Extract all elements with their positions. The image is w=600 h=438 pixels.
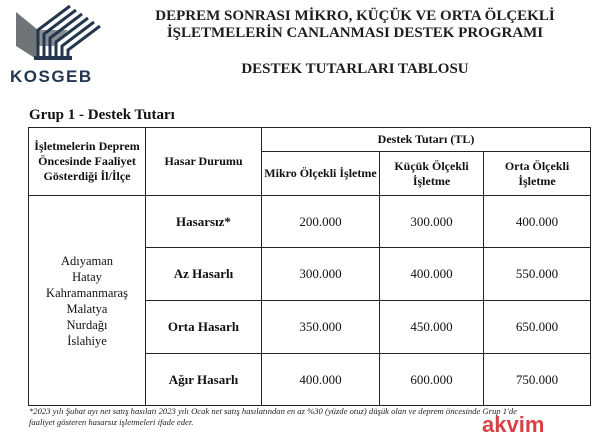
header-damage-status: Hasar Durumu	[146, 128, 262, 196]
city-name: Malatya	[66, 301, 108, 316]
damage-status: Hasarsız*	[146, 196, 262, 248]
amount-micro: 350.000	[262, 301, 380, 354]
support-amount-table	[28, 127, 591, 406]
footnote: *2023 yılı Şubat ayı net satış hasılatı 2023 yılı Ocak net satış hasılatından en az %30 (yüzde otuz) düşük olan ve deprem öncesinde Grup 1'de faaliyet gösteren hasarsız işletmeleri ifade eder.	[29, 406, 517, 427]
amount-medium: 750.000	[484, 354, 591, 406]
amount-micro: 400.000	[262, 354, 380, 406]
amount-medium: 650.000	[484, 301, 591, 354]
amount-medium: 550.000	[484, 248, 591, 301]
table-row	[29, 196, 591, 248]
header-region: İşletmelerin Deprem Öncesinde Faaliyet Gösterdiği İl/İlçe	[29, 128, 146, 196]
city-name: İslahiye	[67, 333, 107, 348]
amount-small: 300.000	[380, 196, 484, 248]
amount-small: 450.000	[380, 301, 484, 354]
amount-micro: 300.000	[262, 248, 380, 301]
page-title-line-1: DEPREM SONRASI MİKRO, KÜÇÜK VE ORTA ÖLÇEKLİ	[155, 8, 555, 24]
logo-wordmark: KOSGEB	[10, 67, 93, 86]
damage-status: Orta Hasarlı	[146, 301, 262, 354]
amount-medium: 400.000	[484, 196, 591, 248]
page-subtitle: DESTEK TUTARLARI TABLOSU	[241, 61, 469, 77]
page-title-line-2: İŞLETMELERİN CANLANMASI DESTEK PROGRAMI	[166, 25, 544, 41]
city-name: Kahramanmaraş	[46, 285, 128, 300]
damage-status: Az Hasarlı	[146, 248, 262, 301]
amount-small: 600.000	[380, 354, 484, 406]
header-micro: Mikro Ölçekli İşletme	[262, 152, 380, 196]
amount-small: 400.000	[380, 248, 484, 301]
watermark-logo: akvim	[482, 412, 545, 437]
header-small: Küçük Ölçekli İşletme	[380, 152, 484, 196]
group-title: Grup 1 - Destek Tutarı	[29, 107, 175, 123]
city-name: Hatay	[72, 269, 102, 284]
header-medium: Orta Ölçekli İşletme	[484, 152, 591, 196]
city-name: Adıyaman	[60, 253, 114, 268]
damage-status: Ağır Hasarlı	[146, 354, 262, 406]
amount-micro: 200.000	[262, 196, 380, 248]
city-name: Nurdağı	[66, 317, 108, 332]
header-support-amount: Destek Tutarı (TL)	[262, 128, 591, 152]
city-list	[29, 196, 146, 406]
